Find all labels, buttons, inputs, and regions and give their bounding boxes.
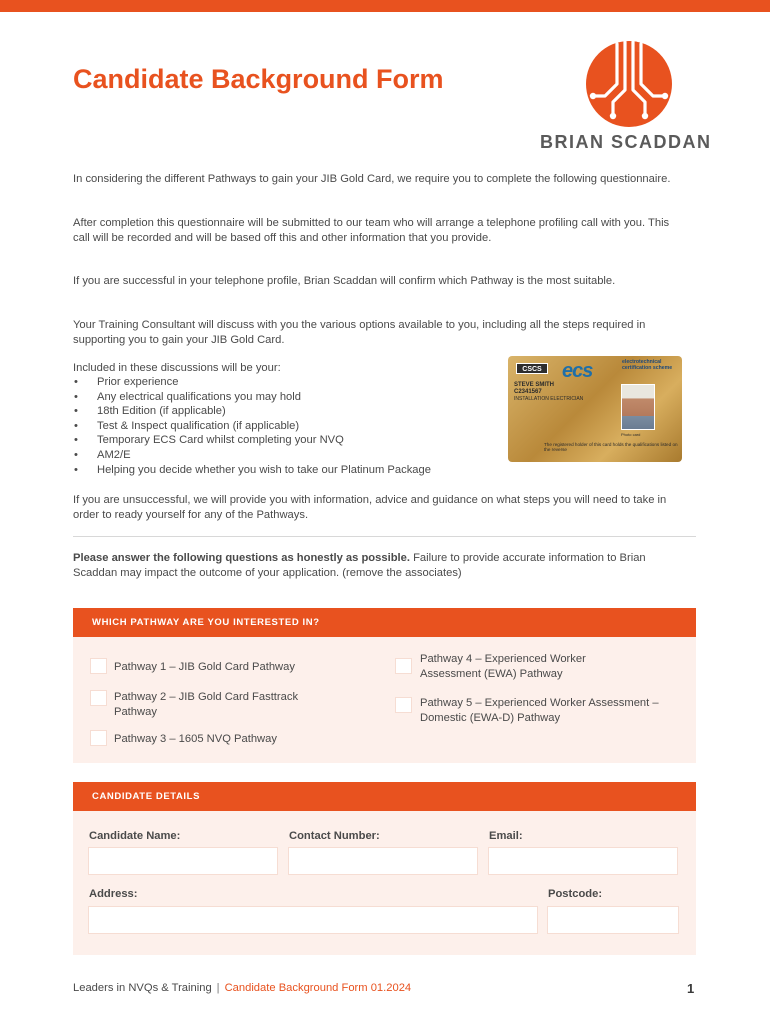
address-label: Address: xyxy=(89,888,138,900)
card-holder-role: INSTALLATION ELECTRICIAN xyxy=(514,396,584,402)
card-photo xyxy=(621,384,655,430)
footer-tagline: Leaders in NVQs & Training xyxy=(73,982,212,994)
pathway-3-checkbox[interactable] xyxy=(90,730,107,746)
unsuccessful-paragraph: If you are unsuccessful, we will provide you with information, advice and guidance on what steps you will need to take in order to ready yourself for any of the Pathways. xyxy=(73,494,667,521)
brand-logo xyxy=(540,40,722,155)
contact-number-label: Contact Number: xyxy=(289,830,380,842)
section-divider xyxy=(73,536,696,537)
pathway-section xyxy=(73,637,696,763)
postcode-label: Postcode: xyxy=(548,888,603,900)
intro-paragraph-4: Your Training Consultant will discuss with you the various options available to you, including all the steps required in supporting you to gain your JIB Gold Card. xyxy=(73,319,646,346)
intro-paragraph-3: If you are successful in your telephone profile, Brian Scaddan will confirm which Pathway is the most suitable. xyxy=(73,275,616,287)
candidate-name-field[interactable] xyxy=(88,847,278,875)
email-field[interactable] xyxy=(488,847,678,875)
card-holder xyxy=(514,382,554,396)
intro-paragraph-1: In considering the different Pathways to gain your JIB Gold Card, we require you to complete the following questionnaire. xyxy=(73,173,671,185)
card-issuer: electrotechnical certification scheme xyxy=(622,359,673,371)
pathway-2-checkbox[interactable] xyxy=(90,690,107,706)
card-holder-number: C2341567 xyxy=(514,389,542,395)
card-scheme-badge: CSCS xyxy=(516,363,548,374)
pathway-section-header: WHICH PATHWAY ARE YOU INTERESTED IN? xyxy=(73,608,696,637)
list-item: • Helping you decide whether you wish to take our Platinum Package xyxy=(73,463,431,478)
card-holder-name: STEVE SMITH xyxy=(514,382,555,388)
postcode-field[interactable] xyxy=(547,906,679,934)
list-item: • Temporary ECS Card whilst completing your NVQ xyxy=(73,433,431,448)
pathway-4-label: Pathway 4 – Experienced Worker Assessment (EWA) Pathway xyxy=(420,653,586,680)
instructions-text: Failure to provide accurate information to Brian Scaddan may impact the outcome of your application. (remove the associates) xyxy=(73,552,646,579)
list-item: • 18th Edition (if applicable) xyxy=(73,404,431,419)
pathway-5-checkbox[interactable] xyxy=(395,697,412,713)
top-accent-bar xyxy=(0,0,770,12)
list-item: • Test & Inspect qualification (if applicable) xyxy=(73,419,431,434)
pathway-1-checkbox[interactable] xyxy=(90,658,107,674)
page-footer xyxy=(73,982,411,994)
intro-paragraph-2: After completion this questionnaire will be submitted to our team who will arrange a telephone profiling call with you. This call will be recorded and will be based off this and other information that you provide. xyxy=(73,217,670,244)
candidate-section-header: CANDIDATE DETAILS xyxy=(73,782,696,811)
pathway-2-label: Pathway 2 – JIB Gold Card Fasttrack Pathway xyxy=(114,691,299,718)
list-item: • Prior experience xyxy=(73,375,431,390)
pathway-3-label: Pathway 3 – 1605 NVQ Pathway xyxy=(114,733,277,745)
contact-number-field[interactable] xyxy=(288,847,478,875)
candidate-section xyxy=(73,811,696,955)
email-label: Email: xyxy=(489,830,523,842)
pathway-4-checkbox[interactable] xyxy=(395,658,412,674)
footer-document-name: Candidate Background Form 01.2024 xyxy=(224,982,412,994)
instructions-emphasis: Please answer the following questions as honestly as possible. xyxy=(73,552,410,564)
card-ecs-logo: ecs xyxy=(562,360,593,382)
page-number: 1 xyxy=(687,981,695,996)
pathway-1-label: Pathway 1 – JIB Gold Card Pathway xyxy=(114,661,295,673)
ecs-card-image xyxy=(508,356,682,462)
list-item: • Any electrical qualifications you may hold xyxy=(73,390,431,405)
card-photo-label: Photo card xyxy=(621,432,641,437)
brand-wordmark: BRIAN SCADDAN xyxy=(540,132,712,152)
page-title: Candidate Background Form xyxy=(73,64,444,94)
circuit-logo-icon xyxy=(585,40,673,128)
pathway-5-label: Pathway 5 – Experienced Worker Assessment – Domestic (EWA-D) Pathway xyxy=(420,697,659,724)
discussion-intro: Included in these discussions will be your: xyxy=(73,362,281,374)
list-item: • AM2/E xyxy=(73,448,431,463)
discussion-list xyxy=(73,375,431,477)
candidate-name-label: Candidate Name: xyxy=(89,830,181,842)
address-field[interactable] xyxy=(88,906,538,934)
card-note: The registered holder of this card holds the qualifications listed on the reverse xyxy=(544,442,678,453)
footer-separator: | xyxy=(216,982,220,994)
instructions-paragraph xyxy=(73,551,673,580)
